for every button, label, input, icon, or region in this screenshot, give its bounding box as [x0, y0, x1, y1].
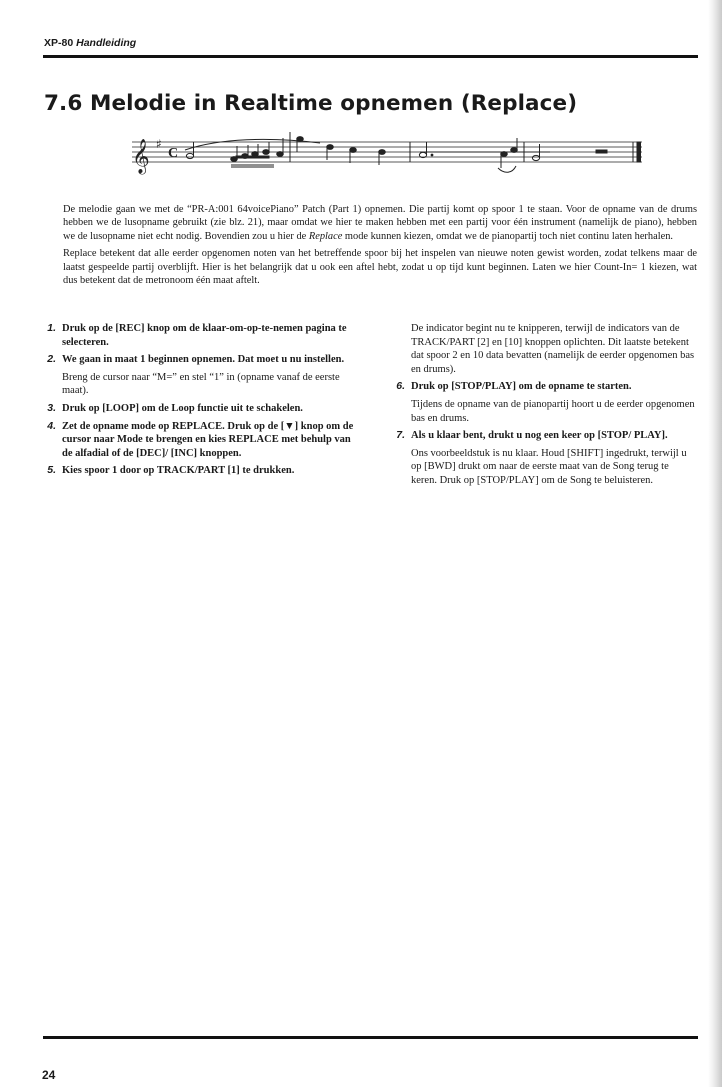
step-6-note: Tijdens de opname van de pianopartij hoort u de eerder opgenomen bas en drums. [411, 398, 695, 424]
intro-paragraph-2: Replace betekent dat alle eerder opgenomen noten van het betreffende spoor bij het inspelen van nieuwe noten gewist worden, zodat telkens maar de laatst gespeelde partij overblijft. Hier is het belangrijk dat u ook een aftel hebt, zodat u op tijd kunt beginnen. Laten we hier Count-In= 1 kiezen, wat dus betekent dat de metronoom één maat aftelt. [63, 248, 697, 287]
scan-page-edge [708, 0, 722, 1087]
intro-p1-emphasis: Replace [308, 230, 343, 242]
step-7-note: Ons voorbeeldstuk is nu klaar. Houd [SHIFT] ingedrukt, terwijl u op [BWD] drukt om naar de eerste maat van de Song terug te keren. Druk op [STOP/PLAY] om de Song te beluisteren. [411, 447, 687, 486]
step-1-number: 1. [47, 322, 56, 334]
treble-clef-icon: 𝄞 [132, 139, 150, 174]
step-2-note: Breng de cursor naar “M=” en stel “1” in (opname vanaf de eerste maat). [62, 371, 340, 397]
intro-p1-part1: De melodie gaan we met de “PR-A:001 64voicePiano” Patch (Part 1) opnemen. Die partij komt op spoor 1 te staan. Voor de opname van de drums hebben we de lusopname gebruikt (zie blz. 21), maar omdat we hier te maken hebben met een partij voor één instrument (namelijk de piano), hebben we de lusopname niet echt nodig. Bovendien zou u hier de [63, 204, 697, 242]
step-5-text: Kies spoor 1 door op TRACK/PART [1] te drukken. [62, 465, 295, 477]
page-number: 24 [42, 1068, 56, 1082]
step-5-note: De indicator begint nu te knipperen, terwijl de indicators van de TRACK/PART [2] en [10] knoppen oplichten. Dit laatste betekent dat spoor 2 en 10 data bevatten (namelijk de eerder opgenomen bas en drums). [411, 323, 695, 375]
right-column [389, 322, 697, 492]
step-1-text: Druk op de [REC] knop om de klaar-om-op-te-nemen pagina te selecteren. [62, 323, 347, 348]
header-product: XP-80 [44, 37, 74, 49]
step-7 [389, 429, 697, 443]
intro-p1-part2: mode kunnen kiezen, omdat we de pianopartij toch niet continu laten herhalen. [342, 230, 673, 242]
header-rule [43, 55, 698, 58]
intro-text [63, 203, 697, 291]
step-4 [40, 420, 354, 461]
step-6 [389, 380, 697, 394]
running-header [44, 37, 136, 49]
step-6-text: Druk op [STOP/PLAY] om de opname te starten. [411, 381, 632, 393]
step-5-number: 5. [47, 464, 56, 477]
header-section: Handleiding [76, 37, 137, 49]
step-4-number: 4. [47, 419, 56, 432]
section-title: 7.6 Melodie in Realtime opnemen (Replace) [44, 91, 578, 116]
music-staff-notation [130, 130, 660, 178]
step-7-text: Als u klaar bent, drukt u nog een keer op [STOP/ PLAY]. [411, 430, 668, 442]
step-2-number: 2. [47, 353, 56, 366]
step-3-number: 3. [47, 401, 56, 414]
intro-paragraph-1 [63, 203, 697, 243]
step-6-number: 6. [396, 380, 405, 393]
step-7-number: 7. [396, 429, 405, 442]
step-2 [40, 353, 354, 367]
left-column [40, 322, 354, 482]
step-3 [40, 402, 354, 416]
footer-rule [43, 1036, 698, 1039]
step-4-text: Zet de opname mode op REPLACE. Druk op de [▼] knop om de cursor naar Mode te brengen en kies REPLACE met behulp van de alfadial of de [DEC]/ [INC] knoppen. [62, 420, 354, 459]
step-1 [40, 322, 354, 349]
key-signature-sharp: ♯ [156, 137, 162, 151]
step-2-text: We gaan in maat 1 beginnen opnemen. Dat moet u nu instellen. [62, 354, 345, 366]
step-5 [40, 464, 354, 478]
time-signature: C [168, 146, 179, 161]
step-3-text: Druk op [LOOP] om de Loop functie uit te schakelen. [62, 402, 303, 414]
